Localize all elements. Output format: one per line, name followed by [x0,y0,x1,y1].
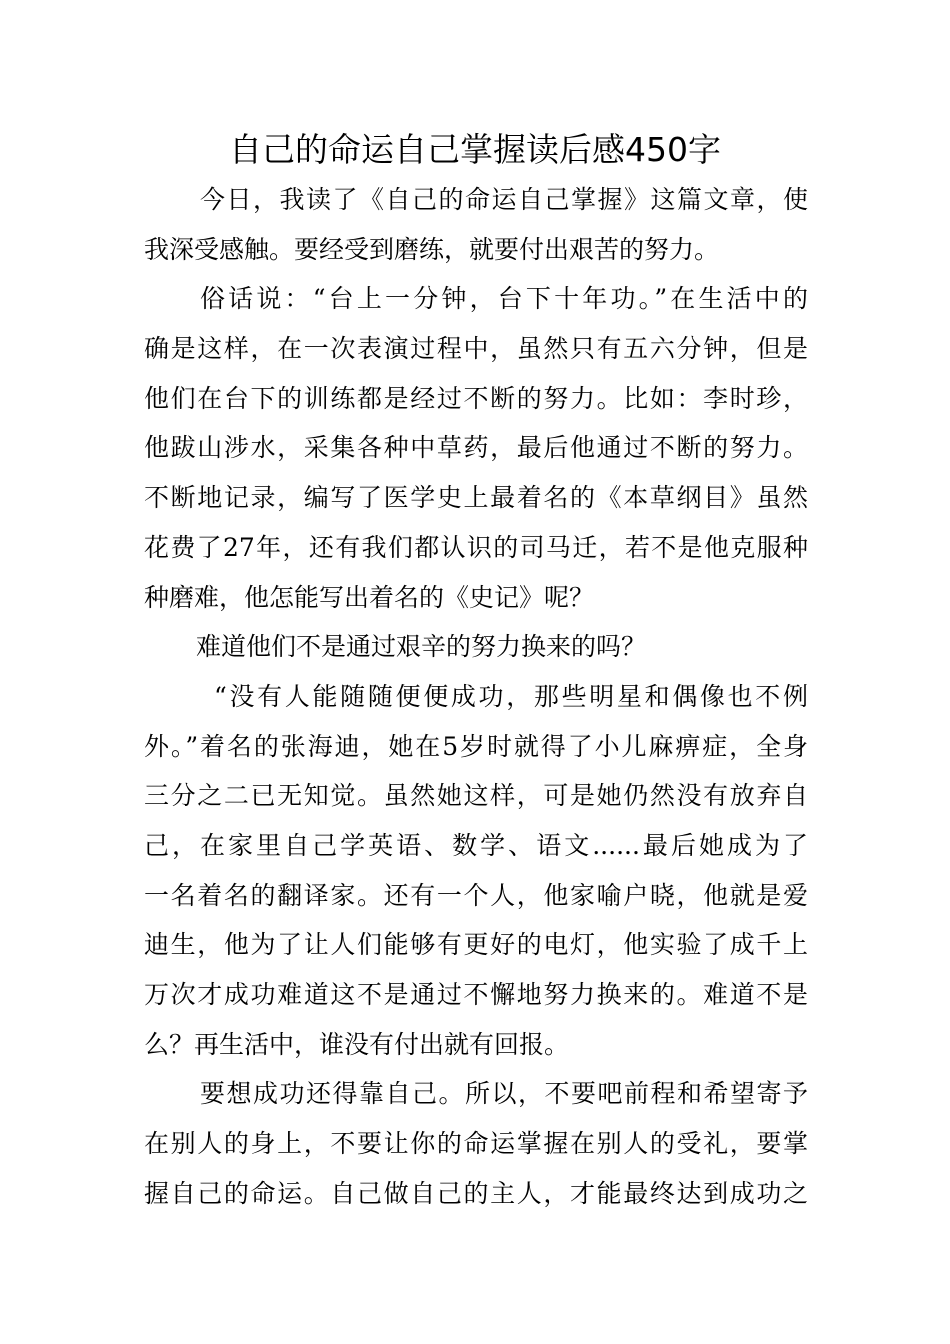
body-line: “没有人能随随便便成功，那些明星和偶像也不例 [214,681,808,711]
body-line: 花费了27年，还有我们都认识的司马迁，若不是他克服种 [144,532,808,562]
body-line: 他们在台下的训练都是经过不断的努力。比如：李时珍， [144,383,808,413]
body-line: 一名着名的翻译家。还有一个人，他家喻户晓，他就是爱 [144,880,808,910]
body-line: 俗话说：“台上一分钟，台下十年功。”在生活中的 [200,284,808,314]
body-line: 握自己的命运。自己做自己的主人，才能最终达到成功之 [144,1178,808,1208]
body-line: 确是这样，在一次表演过程中，虽然只有五六分钟，但是 [144,334,808,364]
body-line: 我深受感触。要经受到磨练，就要付出艰苦的努力。 [144,234,720,264]
body-line: 外。”着名的张海迪，她在5岁时就得了小儿麻痹症，全身 [144,731,808,761]
body-line: 要想成功还得靠自己。所以，不要吧前程和希望寄予 [200,1079,808,1109]
body-line: 今日，我读了《自己的命运自己掌握》这篇文章，使 [200,185,808,214]
body-line: 他跋山涉水，采集各种中草药，最后他通过不断的努力。 [144,433,808,463]
body-line: 不断地记录，编写了医学史上最着名的《本草纲目》虽然 [144,483,808,513]
body-line: 万次才成功难道这不是通过不懈地努力换来的。难道不是 [144,980,808,1009]
body-line: 己，在家里自己学英语、数学、语文......最后她成为了 [144,830,808,860]
body-line: 三分之二已无知觉。虽然她这样，可是她仍然没有放弃自 [144,781,808,811]
body-line: 种磨难，他怎能写出着名的《史记》呢？ [144,582,595,612]
document-body [144,175,808,1218]
body-line: 迪生，他为了让人们能够有更好的电灯，他实验了成千上 [144,930,808,960]
document-title: 自己的命运自己掌握读后感450字 [229,130,721,169]
body-line: 难道他们不是通过艰辛的努力换来的吗？ [196,632,647,662]
body-line: 么？再生活中，谁没有付出就有回报。 [144,1029,570,1059]
body-line: 在别人的身上，不要让你的命运掌握在别人的受礼，要掌 [144,1129,808,1159]
